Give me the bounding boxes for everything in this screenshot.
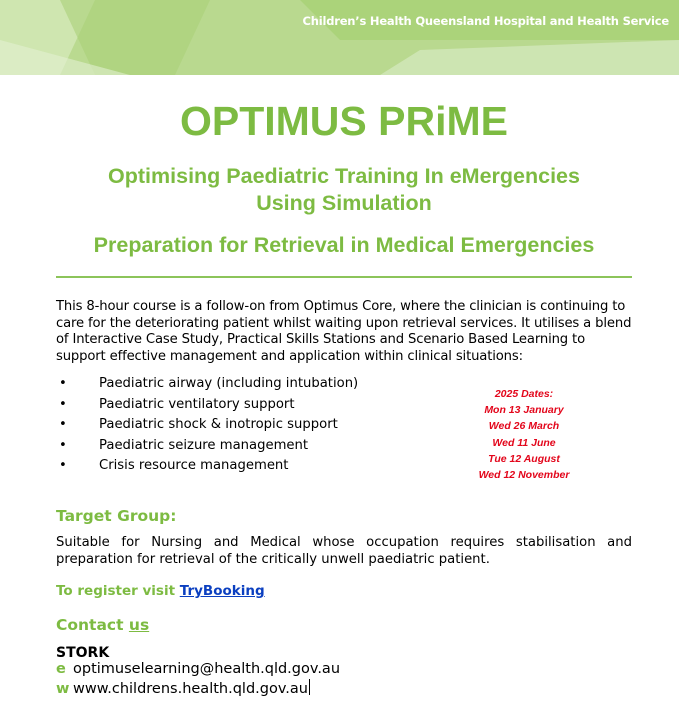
list-item: • Paediatric shock & inotropic support xyxy=(56,415,436,436)
register-line: To register visit TryBooking xyxy=(56,583,265,599)
list-item: • Crisis resource management xyxy=(56,456,436,477)
page-title: OPTIMUS PRiME xyxy=(179,98,509,144)
text-cursor xyxy=(309,679,310,695)
date-item: Mon 13 January xyxy=(484,404,564,417)
subtitle-line-1: Optimising Paediatric Training In eMergencies xyxy=(108,164,580,188)
subtitle-line-2: Using Simulation xyxy=(256,191,432,215)
list-item: • Paediatric airway (including intubation) xyxy=(56,374,436,395)
bullet-icon: • xyxy=(59,396,67,412)
course-subtitle xyxy=(0,163,679,217)
web-label: w xyxy=(56,681,70,697)
email-address[interactable]: optimuselearning@health.qld.gov.au xyxy=(73,661,341,677)
date-item: Wed 11 June xyxy=(492,436,556,449)
course-subtitle-retrieval: Preparation for Retrieval in Medical Emergencies xyxy=(93,233,595,257)
course-description: This 8-hour course is a follow-on from Optimus Core, where the clinician is continuing to care for the deteriorating patient whilst waiting upon retrieval services. It utilises a blend of Interactive Case Study, Practical Skills Stations and Scenario Based Learning to support effective management and application within clinical situations: xyxy=(56,299,632,364)
organisation-name: Children’s Health Queensland Hospital and Health Service xyxy=(302,14,669,28)
banner-decoration xyxy=(0,0,679,75)
list-item: • Paediatric seizure management xyxy=(56,436,436,457)
bullet-icon: • xyxy=(59,376,67,391)
dates-heading: 2025 Dates: xyxy=(494,388,554,400)
trybooking-link[interactable]: TryBooking xyxy=(179,583,265,599)
bullet-icon: • xyxy=(59,417,67,432)
target-group-text: Suitable for Nursing and Medical whose occupation requires stabilisation and preparation for retrieval of the critically unwell paediatric patient. xyxy=(56,535,632,567)
date-item: Wed 12 November xyxy=(478,469,570,482)
bullet-icon: • xyxy=(59,458,67,473)
header-banner xyxy=(0,0,679,75)
contact-org: STORK xyxy=(56,645,110,661)
course-dates xyxy=(455,386,593,483)
contact-us-link[interactable]: us xyxy=(128,616,150,634)
topic-list xyxy=(56,374,436,477)
website-address[interactable]: www.childrens.health.qld.gov.au xyxy=(73,681,308,697)
website-line xyxy=(56,679,310,697)
list-item: • Paediatric ventilatory support xyxy=(56,395,436,416)
date-item: Wed 26 March xyxy=(488,420,560,433)
email-line xyxy=(56,661,340,677)
contact-heading: Contact us xyxy=(56,616,150,634)
divider xyxy=(56,276,632,278)
bullet-icon: • xyxy=(59,437,67,453)
email-label: e xyxy=(56,661,66,677)
date-item: Tue 12 August xyxy=(488,452,560,465)
target-group-heading: Target Group: xyxy=(56,507,177,525)
